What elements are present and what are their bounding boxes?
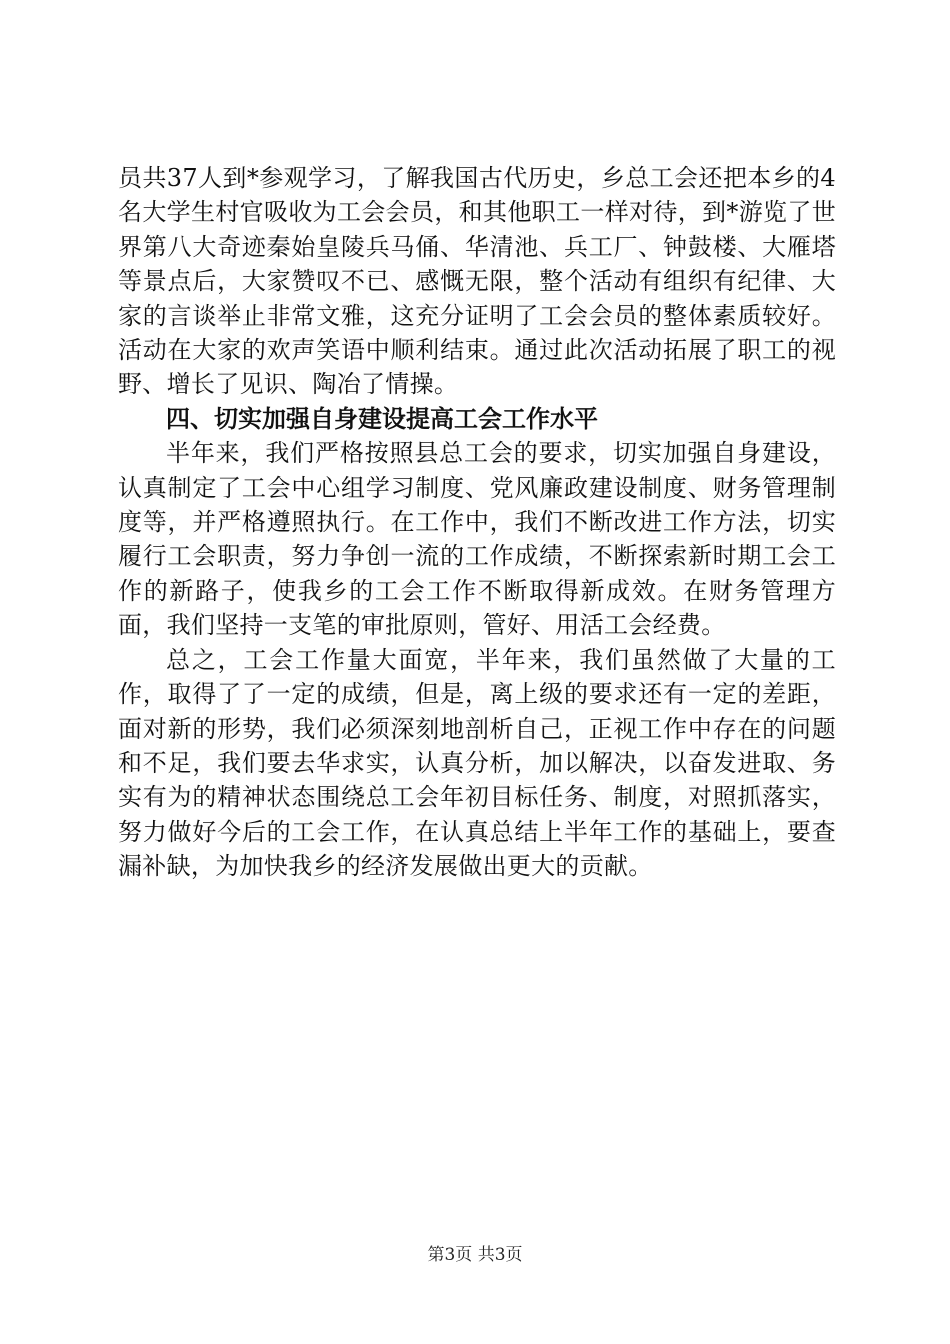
section-paragraph-1: 半年来，我们严格按照县总工会的要求，切实加强自身建设，认真制定了工会中心组学习制度、党风廉政建设制度、财务管理制度等，并严格遵照执行。在工作中，我们不断改进工作方法，切实履行工会职责，努力争创一流的工作成绩，不断探索新时期工会工作的新路子，使我乡的工会工作不断取得新成效。在财务管理方面，我们坚持一支笔的审批原则，管好、用活工会经费。: [118, 439, 836, 640]
document-body: [118, 161, 836, 884]
continued-paragraph: 员共37人到*参观学习，了解我国古代历史，乡总工会还把本乡的4名大学生村官吸收为工会会员，和其他职工一样对待，到*游览了世界第八大奇迹秦始皇陵兵马俑、华清池、兵工厂、钟鼓楼、大雁塔等景点后，大家赞叹不已、感慨无限，整个活动有组织有纪律、大家的言谈举止非常文雅，这充分证明了工会会员的整体素质较好。活动在大家的欢声笑语中顺利结束。通过此次活动拓展了职工的视野、增长了见识、陶冶了情操。: [118, 164, 836, 399]
page-number-footer: 第3页 共3页: [427, 1245, 523, 1265]
section-paragraph-2: 总之，工会工作量大面宽，半年来，我们虽然做了大量的工作，取得了了一定的成绩，但是，离上级的要求还有一定的差距，面对新的形势，我们必须深刻地剖析自己，正视工作中存在的问题和不足，我们要去华求实，认真分析，加以解决，以奋发进取、务实有为的精神状态围绕总工会年初目标任务、制度，对照抓落实，努力做好今后的工会工作，在认真总结上半年工作的基础上，要查漏补缺，为加快我乡的经济发展做出更大的贡献。: [118, 645, 836, 881]
section-heading: 四、切实加强自身建设提高工会工作水平: [166, 404, 598, 433]
